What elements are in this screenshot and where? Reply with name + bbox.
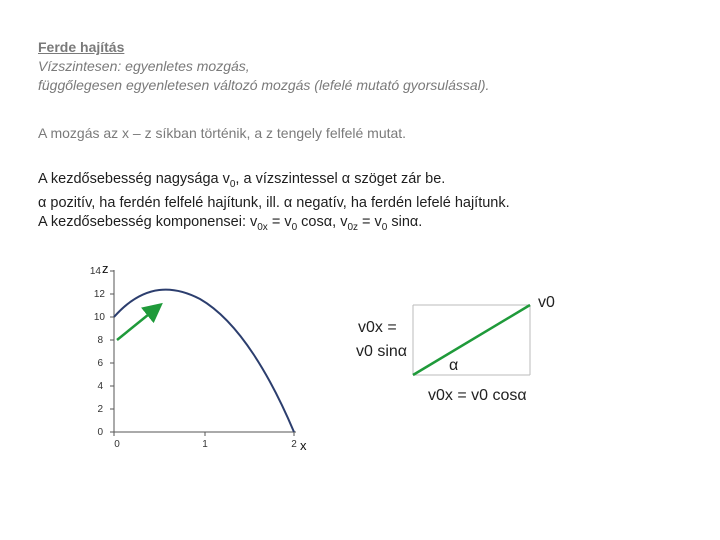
x-tick-marks <box>114 432 294 436</box>
page-title: Ferde hajítás <box>38 39 125 55</box>
horizontal-motion-text: Vízszintesen: egyenletes mozgás, <box>38 58 250 74</box>
x-tick-label: 1 <box>202 439 208 450</box>
alpha-label: α <box>449 357 459 374</box>
plane-sentence: A mozgás az x – z síkban történik, a z tengely felfelé mutat. <box>38 125 407 141</box>
x-axis-label: x <box>300 438 307 453</box>
y-tick-marks <box>110 271 114 432</box>
vertical-motion-text: függőlegesen egyenletesen változó mozgás (lefelé mutató gyorsulással). <box>38 77 490 93</box>
y-tick-label: 12 <box>93 289 105 300</box>
v0z-formula-line2: v0 sinα <box>356 343 408 360</box>
y-tick-label: 4 <box>97 381 103 392</box>
x-tick-label: 0 <box>114 439 120 450</box>
trajectory-curve <box>114 290 294 432</box>
x-tick-label: 2 <box>291 439 297 450</box>
y-tick-label: 2 <box>97 404 103 415</box>
velocity-line-2: α pozitív, ha ferdén felfelé hajítunk, ill. α negatív, ha ferdén lefelé hajítunk. <box>38 194 510 211</box>
z-axis-label: z <box>102 261 109 276</box>
y-tick-label: 14 <box>89 266 101 277</box>
y-tick-label: 6 <box>97 358 103 369</box>
velocity-line-1: A kezdősebesség nagysága $v_0$, a vízszintessel α szöget zár be. <box>38 171 446 190</box>
velocity-vector-line <box>413 305 530 375</box>
y-tick-label: 10 <box>93 312 105 323</box>
y-tick-label: 0 <box>97 427 103 438</box>
y-tick-label: 8 <box>97 335 103 346</box>
initial-velocity-arrow <box>117 306 159 340</box>
v0-label: v0 <box>538 294 555 311</box>
v0x-formula: v0x = v0 cosα <box>428 387 527 404</box>
v0z-formula-line1: v0x = <box>358 319 397 336</box>
velocity-line-3: A kezdősebesség komponensei: $v_{0x} = v_0$ cosα, $v_{0z} = v_0$ sinα. <box>38 213 423 233</box>
